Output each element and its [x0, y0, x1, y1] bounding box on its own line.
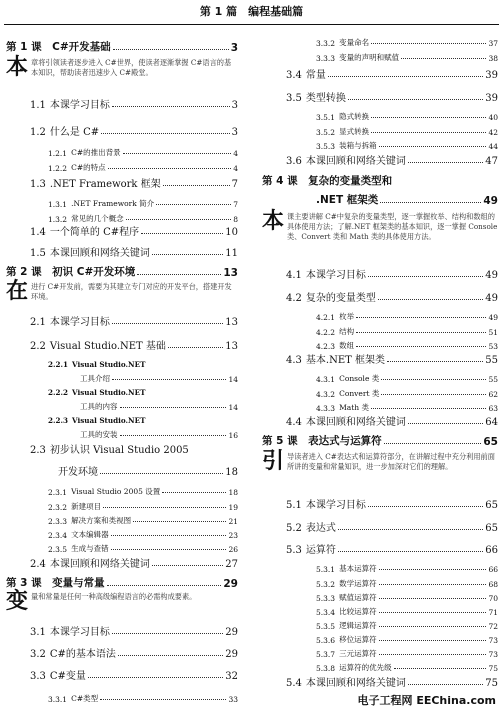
toc-entry[interactable]: 1.2.1 C#的推出背景 4: [48, 148, 238, 158]
toc-entry[interactable]: 2.2 Visual Studio.NET 基础 13: [30, 341, 238, 352]
toc-entry[interactable]: 5.3.1 基本运算符 66: [316, 564, 498, 574]
toc-entry[interactable]: 2.3.5 生成与查错 26: [48, 544, 238, 554]
toc-entry[interactable]: 4.1 本课学习目标 49: [286, 270, 498, 281]
toc-entry[interactable]: 1.3.1 .NET Framework 简介 7: [48, 199, 238, 209]
drop-cap: 本: [262, 209, 285, 234]
part-header: 第 1 篇 编程基础篇: [199, 5, 304, 18]
toc-entry[interactable]: 3.3.1 C#类型 33: [48, 694, 238, 704]
chapter-1-intro: 本章将引领读者逐步进入 C#世界，使读者逐渐掌握 C#语言的基本知识，帮助读者迅速步入 C#殿堂。: [6, 55, 232, 80]
toc-entry[interactable]: 1.1 本课学习目标 3: [30, 100, 238, 111]
toc-entry[interactable]: 2.2.3 Visual Studio.NET: [48, 416, 146, 425]
toc-entry[interactable]: 4.2.2 结构 51: [316, 327, 498, 337]
toc-entry[interactable]: 2.3.2 新建项目 19: [48, 502, 238, 512]
drop-cap: 变: [6, 589, 29, 614]
toc-entry[interactable]: 3.5.2 显式转换 42: [316, 127, 498, 137]
toc-entry[interactable]: 5.3.2 数学运算符 68: [316, 579, 498, 589]
toc-entry[interactable]: 5.3 运算符 66: [286, 545, 498, 556]
toc-chapter-2[interactable]: 第 2 课 初识 C#开发环境 13: [6, 266, 238, 279]
toc-entry[interactable]: 1.5 本课回顾和网络关键词 11: [30, 248, 238, 259]
toc-entry[interactable]: 1.2 什么是 C# 3: [30, 127, 238, 138]
toc-entry[interactable]: 4.2.1 枚举 49: [316, 312, 498, 322]
toc-entry[interactable]: 3.3.2 变量命名 37: [316, 38, 498, 48]
toc-entry[interactable]: 4.3 基本.NET 框架类 55: [286, 355, 498, 366]
toc-entry[interactable]: 1.4 一个简单的 C#程序 10: [30, 227, 238, 238]
toc-entry[interactable]: 3.4 常量 39: [286, 70, 498, 81]
toc-entry[interactable]: 4.4 本课回顾和网络关键词 64: [286, 417, 498, 428]
toc-entry[interactable]: 2.2.2 Visual Studio.NET: [48, 388, 146, 397]
toc-entry[interactable]: 1.3 .NET Framework 框架 7: [30, 179, 238, 190]
toc-entry[interactable]: 2.3.4 文本编辑器 23: [48, 530, 238, 540]
drop-cap: 在: [6, 279, 29, 304]
toc-entry[interactable]: 3.3 C#变量 32: [30, 671, 238, 682]
chapter-3-intro: 变量和常量是任何一种高级编程语言的必需构成要素。: [6, 589, 197, 614]
toc-entry[interactable]: 4.3.1 Console 类 55: [316, 374, 498, 384]
toc-entry[interactable]: 工具的内容 14: [80, 402, 238, 412]
toc-entry[interactable]: 3.6 本课回顾和网络关键词 47: [286, 156, 498, 167]
toc-entry[interactable]: 3.1 本课学习目标 29: [30, 627, 238, 638]
toc-entry[interactable]: 3.5.3 装箱与拆箱 44: [316, 141, 498, 151]
toc-entry[interactable]: 3.5.1 隐式转换 40: [316, 112, 498, 122]
toc-entry[interactable]: 4.2 复杂的变量类型 49: [286, 293, 498, 304]
drop-cap: 本: [6, 55, 29, 80]
toc-chapter-4-cont[interactable]: .NET 框架类 49: [316, 194, 498, 207]
toc-entry[interactable]: 5.3.3 赋值运算符 70: [316, 593, 498, 603]
toc-entry[interactable]: 2.4 本课回顾和网络关键词 27: [30, 559, 238, 570]
toc-entry[interactable]: 3.2 C#的基本语法 29: [30, 649, 238, 660]
toc-entry[interactable]: 3.5 类型转换 39: [286, 93, 498, 104]
toc-chapter-3[interactable]: 第 3 课 变量与常量 29: [6, 577, 238, 590]
toc-entry[interactable]: 1.3.2 常见的几个概念 8: [48, 214, 238, 224]
chapter-4-intro: 本课主要讲解 C#中复杂的变量类型，逐一掌握枚举、结构和数组的具体使用方法；了解.NET 框架类的基本知识，逐一掌握 Console 类、Convert 类和 Math 类的具体使用方法。: [262, 209, 498, 241]
toc-entry[interactable]: 5.3.5 逻辑运算符 72: [316, 621, 498, 631]
toc-entry[interactable]: 工具介绍 14: [80, 374, 238, 384]
toc-entry[interactable]: 1.2.2 C#的特点 4: [48, 163, 238, 173]
toc-entry[interactable]: 2.3.1 Visual Studio 2005 设置 18: [48, 487, 238, 497]
toc-entry[interactable]: 5.1 本课学习目标 65: [286, 500, 498, 511]
toc-entry[interactable]: 2.1 本课学习目标 13: [30, 317, 238, 328]
toc-entry[interactable]: 5.3.8 运算符的优先级 75: [316, 663, 498, 673]
toc-chapter-5[interactable]: 第 5 课 表达式与运算符 65: [262, 435, 498, 448]
toc-entry[interactable]: 开发环境 18: [58, 467, 238, 478]
toc-entry[interactable]: 5.3.4 比较运算符 71: [316, 607, 498, 617]
toc-entry[interactable]: 4.2.3 数组 53: [316, 341, 498, 351]
chapter-5-intro: 引导读者进入 C#表达式和运算符部分，在讲解过程中充分利用前面所讲的变量和常量知识，进一步加深对它们的理解。: [262, 449, 495, 474]
drop-cap: 引: [262, 449, 285, 474]
toc-chapter-1[interactable]: 第 1 课 C#开发基础 3: [6, 41, 238, 54]
chapter-2-intro: 在进行 C#开发前，需要为其建立专门对应的开发平台，搭建开发环境。: [6, 279, 232, 304]
toc-entry[interactable]: 工具的安装 16: [80, 430, 238, 440]
toc-chapter-4[interactable]: 第 4 课 复杂的变量类型和: [262, 175, 393, 187]
toc-entry[interactable]: 5.3.7 三元运算符 73: [316, 649, 498, 659]
toc-entry[interactable]: 2.2.1 Visual Studio.NET: [48, 360, 146, 369]
toc-entry[interactable]: 3.3.3 变量的声明和赋值 38: [316, 53, 498, 63]
toc-entry[interactable]: 4.3.3 Math 类 63: [316, 403, 498, 413]
toc-entry[interactable]: 5.3.6 移位运算符 73: [316, 635, 498, 645]
toc-entry[interactable]: 2.3 初步认识 Visual Studio 2005: [30, 445, 189, 456]
toc-entry[interactable]: 2.3.3 解决方案和类视图 21: [48, 516, 238, 526]
site-watermark: 电子工程网 EEChina.com: [354, 692, 499, 708]
toc-entry[interactable]: 5.2 表达式 65: [286, 523, 498, 534]
toc-entry[interactable]: 4.3.2 Convert 类 62: [316, 389, 498, 399]
header-rule: [4, 24, 499, 25]
toc-entry[interactable]: 5.4 本课回顾和网络关键词 75: [286, 678, 498, 689]
